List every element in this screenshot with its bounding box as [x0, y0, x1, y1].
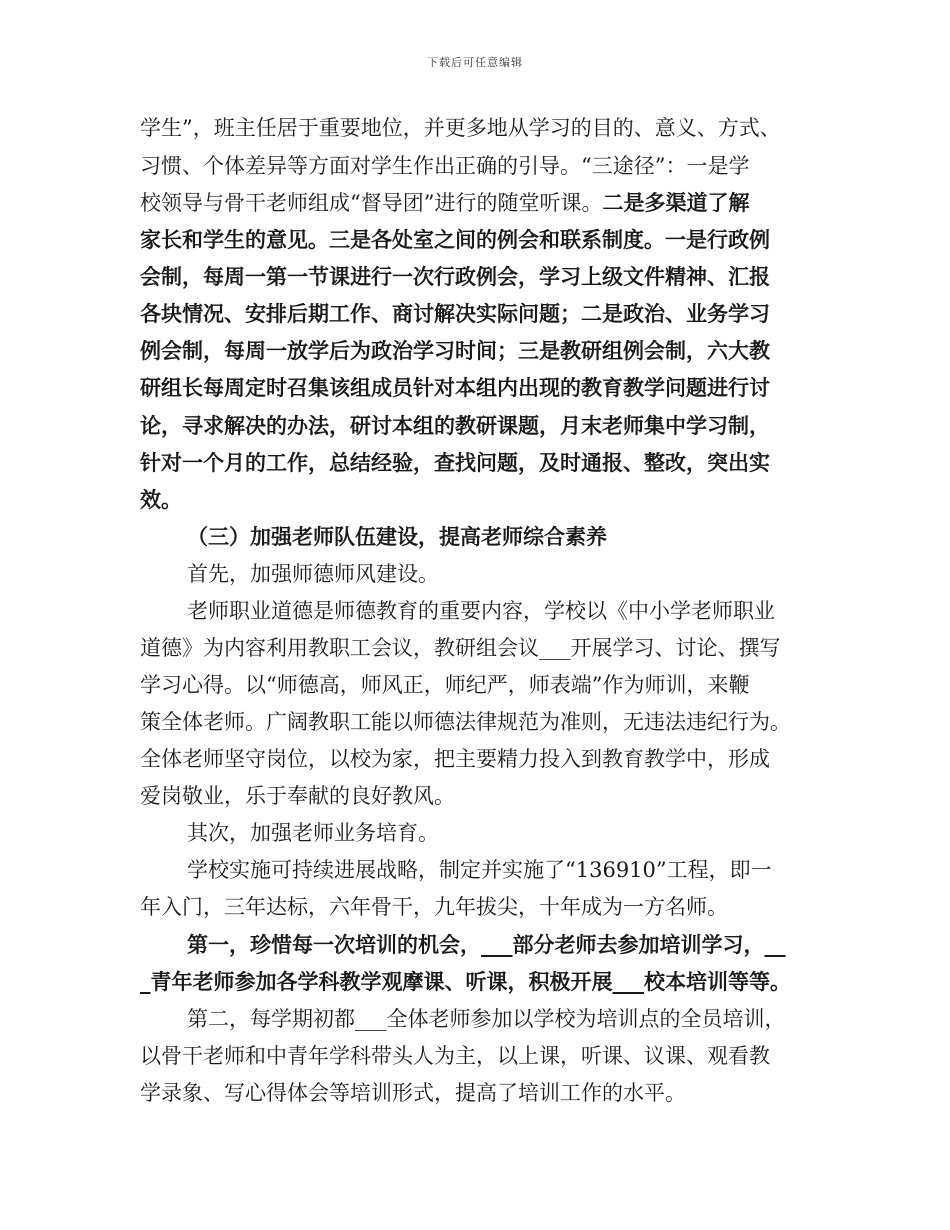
- page-header: 下载后可任意编辑: [427, 56, 523, 69]
- text-line: 老师职业道德是师德教育的重要内容，学校以《中小学老师职业: [187, 599, 775, 623]
- text-line: 针对一个月的工作，总结经验，查找问题，及时通报、整改，突出实: [140, 450, 770, 475]
- text-line: 习惯、个体差异等方面对学生作出正确的引导。“三途径”：一是学: [140, 154, 750, 178]
- text-line: 学校实施可持续进展战略，制定并实施了“136910”工程，即一: [187, 858, 772, 882]
- text-line: 效。: [140, 487, 182, 512]
- text-line: 研组长每周定时召集该组成员针对本组内出现的教育教学问题进行讨: [140, 375, 770, 400]
- text-line: [140, 188, 749, 218]
- text-line: 家长和学生的意见。三是各处室之间的例会和联系制度。一是行政例: [140, 227, 770, 252]
- text-line: 各块情况、安排后期工作、商讨解决实际问题；二是政治、业务学习: [140, 301, 770, 326]
- text-line: 首先，加强师德师风建设。: [187, 562, 439, 586]
- text-line: 道德》为内容利用教职工会议，教研组会议___开展学习、讨论、撰写: [140, 636, 781, 660]
- bold-text-segment: 二是多渠道了解: [602, 190, 750, 215]
- text-line: 论，寻求解决的办法，研讨本组的教研课题，月末老师集中学习制，: [140, 413, 770, 438]
- text-line: 全体老师坚守岗位，以校为家，把主要精力投入到教育教学中，形成: [140, 747, 770, 771]
- text-line: 例会制，每周一放学后为政治学习时间；三是教研组例会制，六大教: [140, 338, 770, 363]
- section-heading: （三）加强老师队伍建设，提高老师综合素养: [187, 524, 607, 549]
- text-line: 第二，每学期初都___全体老师参加以学校为培训点的全员培训，: [187, 1007, 786, 1031]
- text-line: 年入门，三年达标，六年骨干，九年拔尖，十年成为一方名师。: [140, 895, 728, 919]
- text-line: 第一，珍惜每一次培训的机会，___部分老师去参加培训学习，__: [187, 932, 786, 957]
- text-line: 学习心得。以“师德高，师风正，师纪严，师表端”作为师训，来鞭: [140, 673, 750, 697]
- text-line: 以骨干老师和中青年学科带头人为主，以上课，听课、议课、观看教: [140, 1044, 770, 1068]
- text-line: 会制，每周一第一节课进行一次行政例会，学习上级文件精神、汇报: [140, 264, 770, 289]
- text-segment: 校领导与骨干老师组成“督导团”进行的随堂听课。: [140, 191, 603, 215]
- text-line: 学生”，班主任居于重要地位，并更多地从学习的目的、意义、方式、: [140, 116, 781, 140]
- text-line: 学录象、写心得体会等培训形式，提高了培训工作的水平。: [140, 1081, 686, 1105]
- text-line: 爱岗敬业，乐于奉献的良好教风。: [140, 784, 455, 808]
- text-line: _青年老师参加各学科教学观摩课、听课，积极开展___校本培训等等。: [140, 969, 791, 994]
- text-line: 策全体老师。广阔教职工能以师德法律规范为准则，无违法违纪行为。: [140, 710, 791, 734]
- text-line: 其次，加强老师业务培育。: [187, 821, 439, 845]
